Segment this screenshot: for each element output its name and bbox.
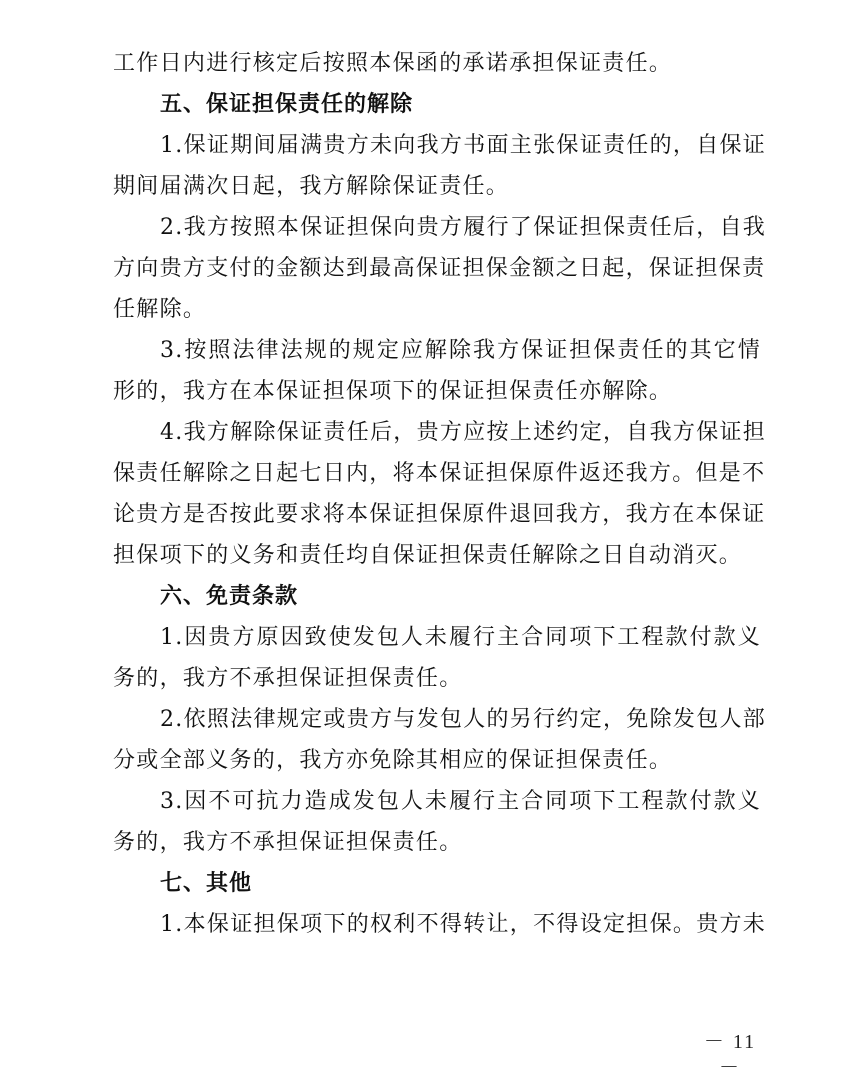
paragraph-line: 1.保证期间届满贵方未向我方书面主张保证责任的，自保证	[160, 133, 767, 158]
section-heading-5: 五、保证担保责任的解除	[160, 92, 414, 117]
paragraph-line: 1.本保证担保项下的权利不得转让，不得设定担保。贵方未	[160, 912, 767, 937]
paragraph-line: 形的，我方在本保证担保项下的保证担保责任亦解除。	[113, 379, 673, 404]
paragraph-line: 4.我方解除保证责任后，贵方应按上述约定，自我方保证担	[160, 420, 767, 445]
paragraph-line: 务的，我方不承担保证担保责任。	[113, 830, 463, 855]
section-heading-6: 六、免责条款	[160, 584, 299, 609]
paragraph-line: 保责任解除之日起七日内，将本保证担保原件返还我方。但是不	[113, 461, 766, 486]
section-heading-7: 七、其他	[160, 871, 253, 896]
paragraph-line: 担保项下的义务和责任均自保证担保责任解除之日自动消灭。	[113, 543, 743, 568]
paragraph-line: 务的，我方不承担保证担保责任。	[113, 666, 463, 691]
paragraph-line: 期间届满次日起，我方解除保证责任。	[113, 174, 510, 199]
paragraph-line: 2.我方按照本保证担保向贵方履行了保证担保责任后，自我	[160, 215, 767, 240]
paragraph-line: 分或全部义务的，我方亦免除其相应的保证担保责任。	[113, 748, 673, 773]
paragraph-line: 1.因贵方原因致使发包人未履行主合同项下工程款付款义	[160, 625, 761, 650]
paragraph-line: 论贵方是否按此要求将本保证担保原件退回我方，我方在本保证	[113, 502, 766, 527]
paragraph-line: 3.按照法律法规的规定应解除我方保证担保责任的其它情	[160, 338, 761, 363]
paragraph-line: 工作日内进行核定后按照本保函的承诺承担保证责任。	[113, 51, 673, 76]
page-number: － 11 －	[703, 1031, 757, 1079]
paragraph-line: 任解除。	[113, 297, 207, 322]
paragraph-line: 3.因不可抗力造成发包人未履行主合同项下工程款付款义	[160, 789, 761, 814]
paragraph-line: 2.依照法律规定或贵方与发包人的另行约定，免除发包人部	[160, 707, 767, 732]
paragraph-line: 方向贵方支付的金额达到最高保证担保金额之日起，保证担保责	[113, 256, 766, 281]
